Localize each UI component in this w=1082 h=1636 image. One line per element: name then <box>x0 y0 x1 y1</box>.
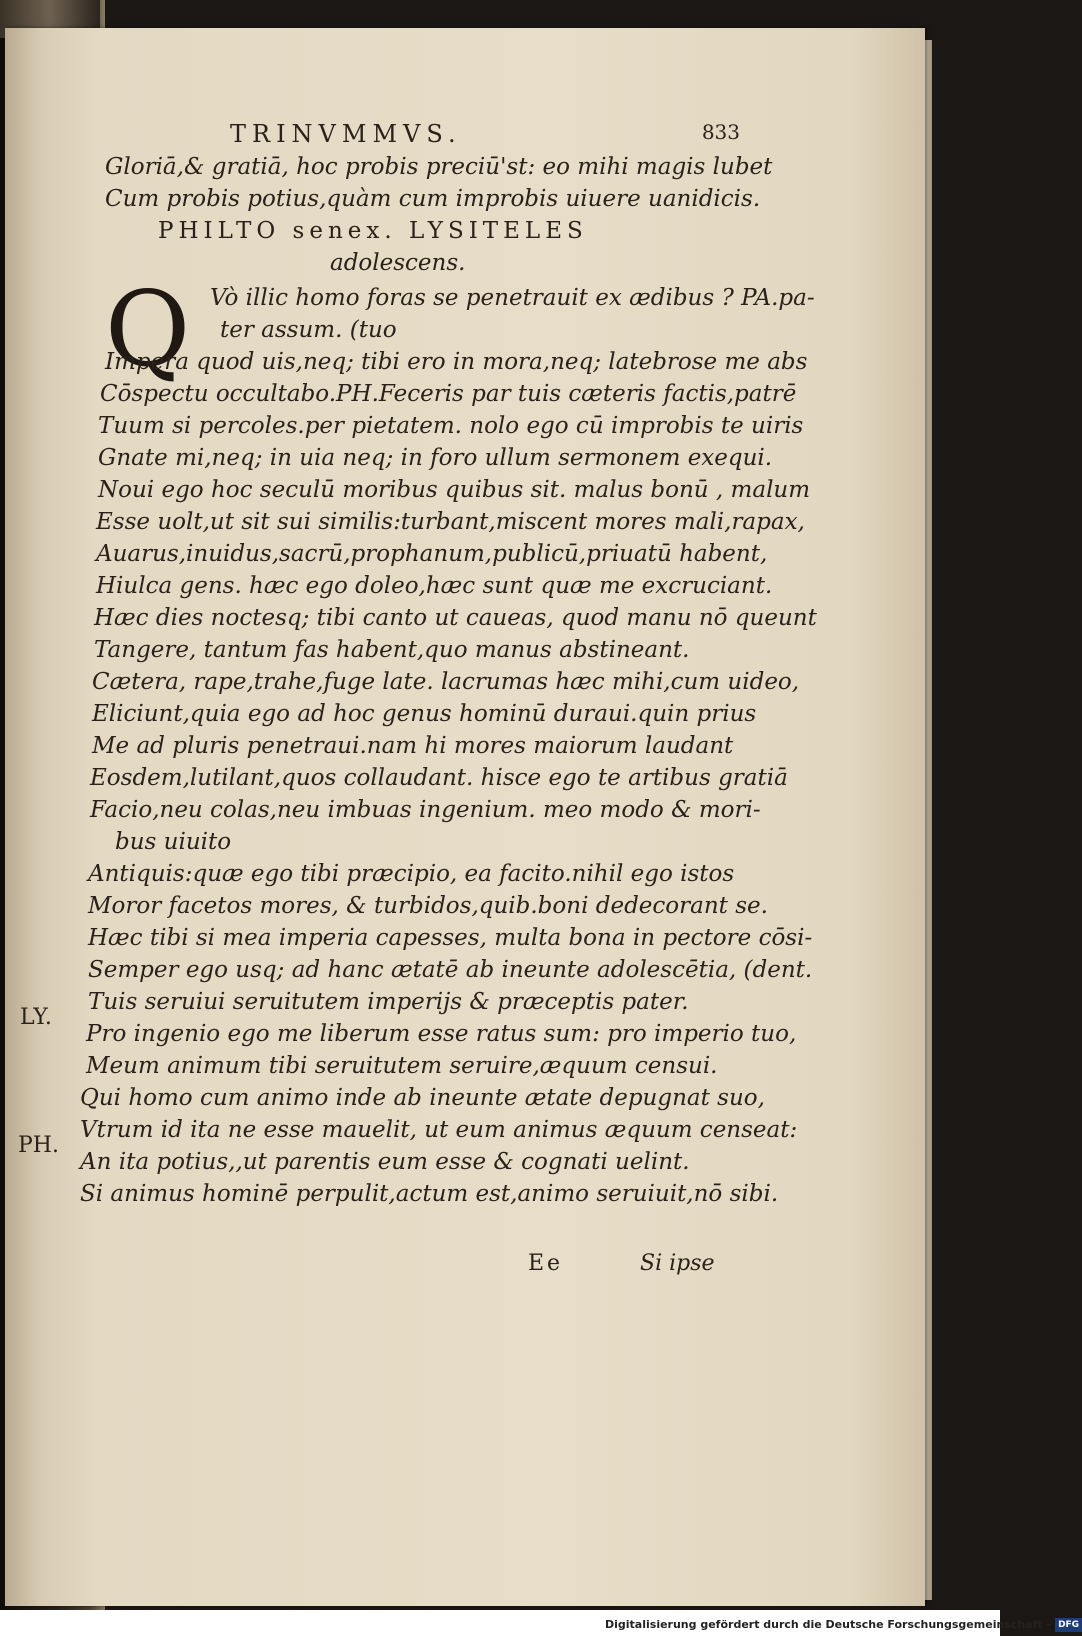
text-line: Gloriā,& gratiā, hoc probis preciū'st: eo mihi magis lubet <box>105 154 773 180</box>
text-line: Vò illic homo foras se penetrauit ex ædibus ? PA.pa- <box>210 285 815 311</box>
credit-text: Digitalisierung gefördert durch die Deutsche Forschungsgemeinschaft - <box>605 1618 1052 1631</box>
text-line: Qui homo cum animo inde ab ineunte ætate depugnat suo, <box>80 1085 765 1111</box>
text-line: Cætera, rape,trahe,fuge late. lacrumas hæc mihi,cum uideo, <box>92 669 800 695</box>
text-line: Moror facetos mores, & turbidos,quib.boni dedecorant se. <box>88 893 768 919</box>
text-line: Cum probis potius,quàm cum improbis uiuere uanidicis. <box>105 186 761 212</box>
text-line: ter assum. (tuo <box>220 317 397 343</box>
text-line: Vtrum id ita ne esse mauelit, ut eum animus æquum censeat: <box>80 1117 798 1143</box>
digitization-credit <box>605 1613 1080 1636</box>
text-line: Tuum si percoles.per pietatem. nolo ego cū improbis te uiris <box>98 413 804 439</box>
text-line: Semper ego usq; ad hanc ætatē ab ineunte adolescētia, (dent. <box>88 957 813 983</box>
text-line: Gnate mi,neq; in uia neq; in foro ullum sermonem exequi. <box>98 445 773 471</box>
text-line: Noui ego hoc seculū moribus quibus sit. malus bonū , malum <box>98 477 811 503</box>
drop-cap: Q <box>105 268 191 390</box>
text-line: Cōspectu occultabo.PH.Feceris par tuis cæteris factis,patrē <box>100 381 797 407</box>
running-title: TRINVMMVS. <box>230 120 462 148</box>
text-line: Eliciunt,quia ego ad hoc genus hominū duraui.quin prius <box>92 701 757 727</box>
scene-heading: PHILTO senex. LYSITELES <box>158 218 588 244</box>
speaker-label-ph: PH. <box>18 1133 59 1158</box>
text-line: Tuis seruiui seruitutem imperijs & præceptis pater. <box>88 989 689 1015</box>
text-line: Hæc tibi si mea imperia capesses, multa bona in pectore cōsi- <box>88 925 813 951</box>
text-line: Tangere, tantum fas habent,quo manus abstineant. <box>94 637 690 663</box>
text-line: An ita potius,,ut parentis eum esse & cognati uelint. <box>80 1149 690 1175</box>
speaker-label-ly: LY. <box>20 1005 52 1030</box>
text-line: Meum animum tibi seruitutem seruire,æquum censui. <box>86 1053 718 1079</box>
text-line: Me ad pluris penetraui.nam hi mores maiorum laudant <box>92 733 734 759</box>
text-line: Eosdem,lutilant,quos collaudant. hisce ego te artibus gratiā <box>90 765 788 791</box>
text-line: Impera quod uis,neq; tibi ero in mora,neq; latebrose me abs <box>105 349 808 375</box>
catchword: Si ipse <box>640 1251 715 1276</box>
text-line: bus uiuito <box>115 829 232 855</box>
text-line: Auarus,inuidus,sacrū,prophanum,publicū,priuatū habent, <box>96 541 768 567</box>
text-line: Esse uolt,ut sit sui similis:turbant,miscent mores mali,rapax, <box>96 509 805 535</box>
text-line: Antiquis:quæ ego tibi præcipio, ea facito.nihil ego istos <box>88 861 735 887</box>
signature-mark: Ee <box>528 1251 564 1276</box>
text-line: Si animus hominē perpulit,actum est,animo seruiuit,nō sibi. <box>80 1181 779 1207</box>
text-line: Facio,neu colas,neu imbuas ingenium. meo modo & mori- <box>90 797 761 823</box>
dfg-logo: DFG <box>1055 1618 1082 1632</box>
text-line: Hiulca gens. hæc ego doleo,hæc sunt quæ me excruciant. <box>96 573 773 599</box>
scene-heading-cont: adolescens. <box>330 250 466 276</box>
text-line: Pro ingenio ego me liberum esse ratus sum: pro imperio tuo, <box>86 1021 797 1047</box>
text-line: Hæc dies noctesq; tibi canto ut caueas, quod manu nō queunt <box>94 605 817 631</box>
page-number: 833 <box>701 120 740 144</box>
